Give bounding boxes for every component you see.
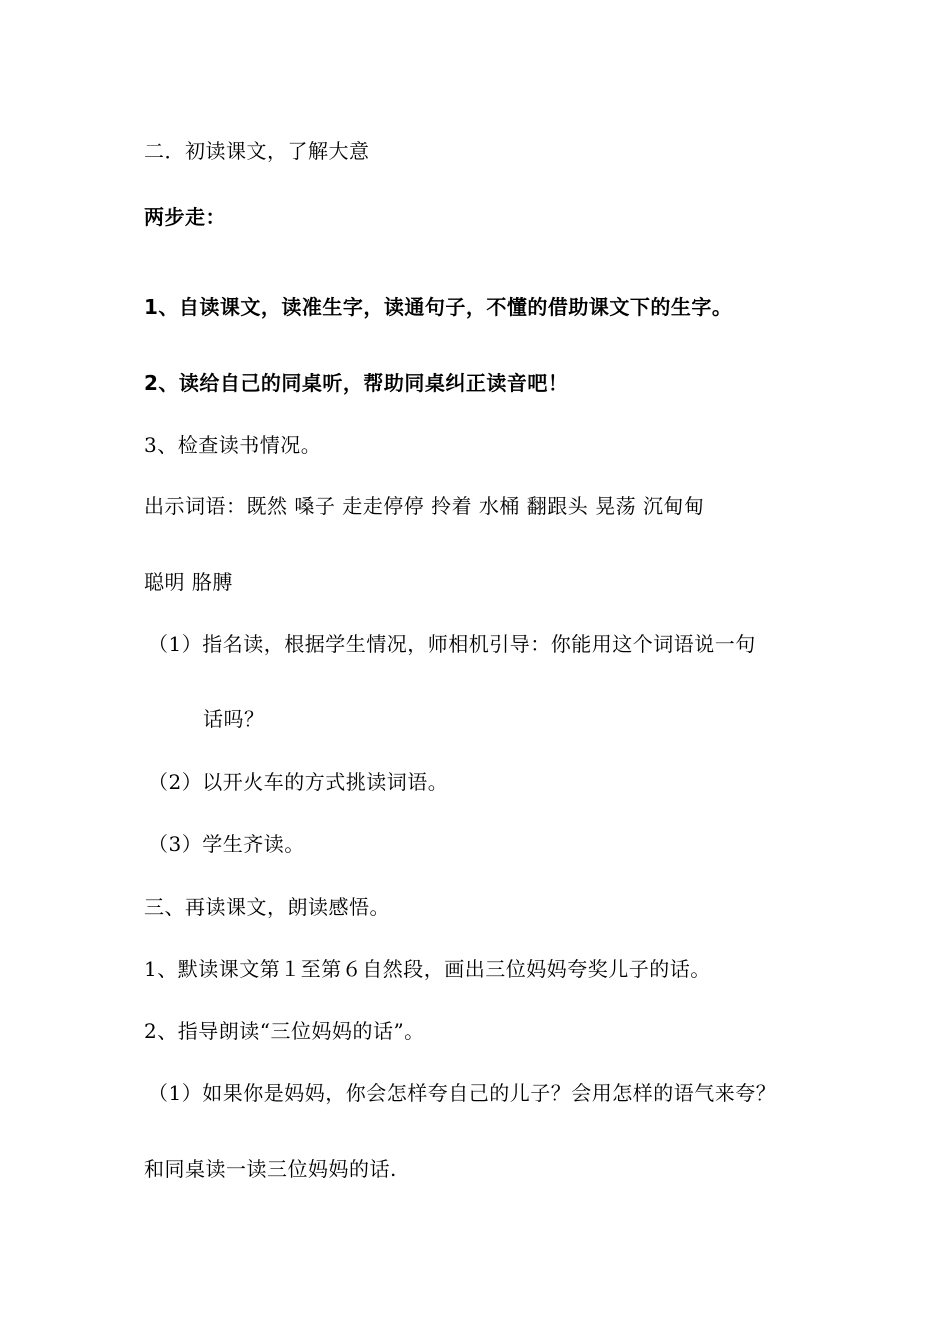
section-three-sub-1: （1）如果你是妈妈，你会怎样夸自己的儿子？会用怎样的语气来夸？ bbox=[148, 1081, 777, 1105]
vocabulary-line-2: 聪明 胳膊 bbox=[144, 570, 233, 594]
item-three-text: 3、检查读书情况。 bbox=[144, 433, 322, 457]
two-steps-heading: 两步走： bbox=[144, 205, 226, 229]
step-two-text: 2、读给自己的同桌听，帮助同桌纠正读音吧！ bbox=[144, 371, 569, 395]
sub-item-1-continuation: 话吗？ bbox=[203, 707, 265, 731]
sub-item-3: （3）学生齐读。 bbox=[148, 832, 305, 856]
step-one-text: 1、自读课文，读准生字，读通句子，不懂的借助课文下的生字。 bbox=[144, 295, 733, 319]
vocabulary-line-1: 出示词语：既然 嗓子 走走停停 拎着 水桶 翻跟头 晃荡 沉甸甸 bbox=[144, 494, 705, 518]
section-three-item-1: 1、默读课文第１至第６自然段，画出三位妈妈夸奖儿子的话。 bbox=[144, 957, 711, 981]
section-three-sub-1-continuation: 和同桌读一读三位妈妈的话. bbox=[144, 1157, 397, 1181]
section-three-item-2: 2、指导朗读“三位妈妈的话”。 bbox=[144, 1019, 425, 1043]
sub-item-2: （2）以开火车的方式挑读词语。 bbox=[148, 770, 449, 794]
sub-item-1: （1）指名读，根据学生情况，师相机引导：你能用这个词语说一句 bbox=[148, 632, 756, 656]
section-two-heading: 二．初读课文，了解大意 bbox=[144, 139, 370, 163]
section-three-heading: 三、再读课文，朗读感悟。 bbox=[144, 895, 390, 919]
